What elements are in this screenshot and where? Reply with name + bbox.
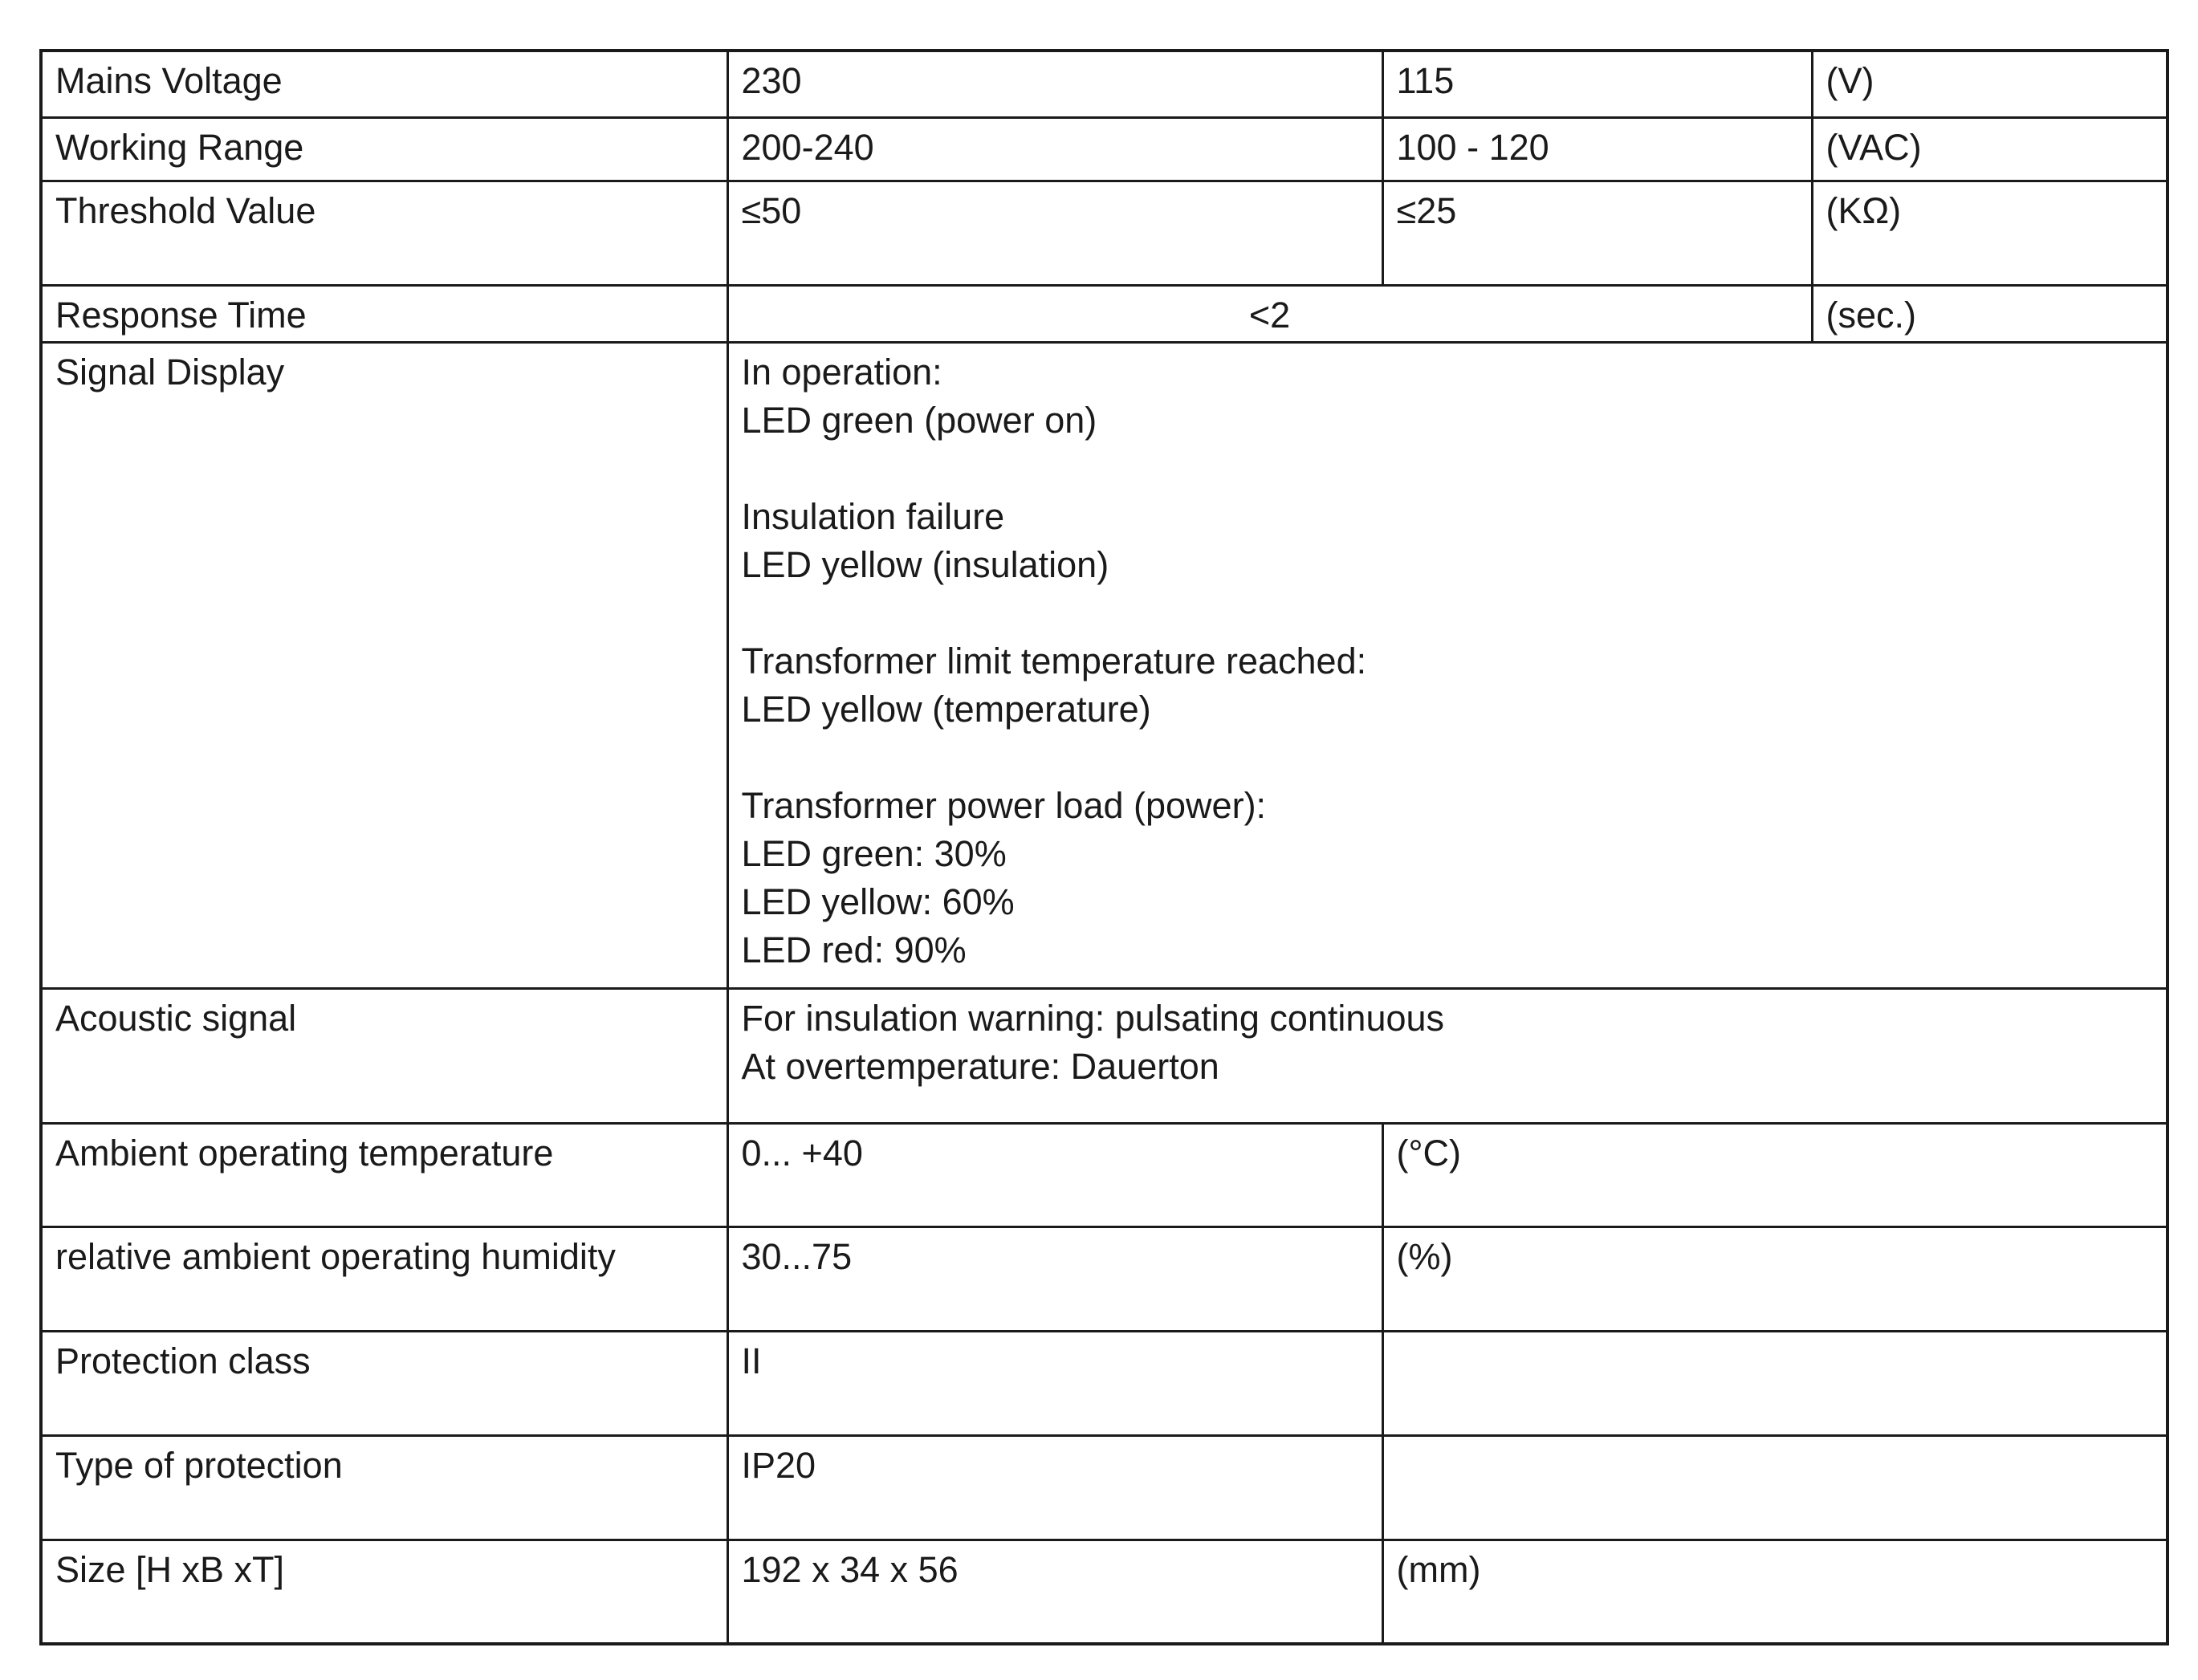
value-115v: 100 - 120 [1382,117,1812,181]
signal-line: LED yellow: 60% [741,881,1015,922]
unit: (VAC) [1812,117,2167,181]
table-row [41,1435,2167,1540]
signal-line: LED yellow (temperature) [741,688,1151,730]
table-row [41,51,2167,117]
value: 0... +40 [727,1123,1382,1226]
value-230v: 230 [727,51,1382,117]
row-label: Type of protection [41,1435,727,1540]
row-label: Response Time [41,285,727,342]
row-label: Acoustic signal [41,988,727,1123]
acoustic-line: At overtemperature: Dauerton [741,1045,1219,1087]
row-label: Protection class [41,1331,727,1435]
specifications-table [39,49,2169,1645]
signal-line: Transformer power load (power): [741,784,1267,826]
unit [1382,1435,2167,1540]
unit: (KΩ) [1812,181,2167,285]
table-row [41,117,2167,181]
unit: (sec.) [1812,285,2167,342]
acoustic-line: For insulation warning: pulsating continuous [741,997,1445,1039]
value-230v: ≤50 [727,181,1382,285]
signal-line: Transformer limit temperature reached: [741,640,1367,681]
table-row [41,988,2167,1123]
signal-line: In operation: [741,351,942,393]
unit: (V) [1812,51,2167,117]
table-row [41,1540,2167,1644]
row-label: relative ambient operating humidity [41,1226,727,1331]
signal-display-description [727,342,2167,988]
table-row [41,1331,2167,1435]
value-115v: ≤25 [1382,181,1812,285]
table-row [41,1123,2167,1226]
signal-line: LED yellow (insulation) [741,543,1109,585]
row-label: Working Range [41,117,727,181]
acoustic-signal-description [727,988,2167,1123]
row-label: Mains Voltage [41,51,727,117]
signal-line: Insulation failure [741,495,1005,537]
row-label: Signal Display [41,342,727,988]
value: 30...75 [727,1226,1382,1331]
value: IP20 [727,1435,1382,1540]
signal-line: LED green: 30% [741,832,1007,874]
row-label: Size [H xB xT] [41,1540,727,1644]
table-row [41,1226,2167,1331]
row-label: Threshold Value [41,181,727,285]
table-row [41,342,2167,988]
unit: (%) [1382,1226,2167,1331]
table-row [41,285,2167,342]
signal-line: LED green (power on) [741,399,1097,441]
unit [1382,1331,2167,1435]
value-230v: 200-240 [727,117,1382,181]
row-label: Ambient operating temperature [41,1123,727,1226]
value: II [727,1331,1382,1435]
unit: (°C) [1382,1123,2167,1226]
response-time-value: <2 [727,285,1812,342]
value-115v: 115 [1382,51,1812,117]
unit: (mm) [1382,1540,2167,1644]
table-row [41,181,2167,285]
signal-line: LED red: 90% [741,929,967,970]
value: 192 x 34 x 56 [727,1540,1382,1644]
